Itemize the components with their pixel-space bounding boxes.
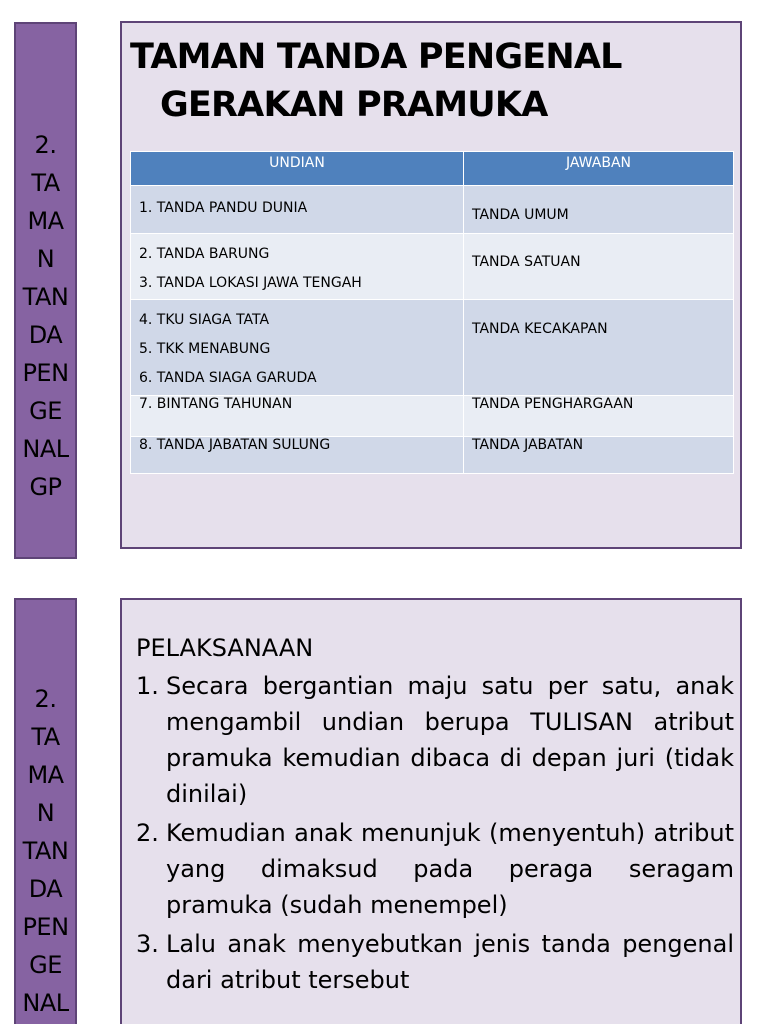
table-row — [131, 396, 734, 437]
undian-item: 3. TANDA LOKASI JAWA TENGAH — [139, 275, 362, 291]
side-label-line: TAN — [22, 283, 69, 311]
side-label-top — [14, 22, 77, 559]
jawaban-text: TANDA SATUAN — [472, 254, 581, 270]
side-label-line: TAN — [22, 837, 69, 865]
undian-cell — [131, 186, 464, 234]
list-item-number: 3. — [136, 930, 159, 958]
column-header-undian: UNDIAN — [131, 152, 464, 186]
pelaksanaan-heading: PELAKSANAAN — [136, 634, 314, 662]
list-item-text: Lalu anak menyebutkan jenis tanda pengenal dari atribut tersebut — [166, 930, 734, 994]
list-item — [136, 926, 734, 998]
undian-item: 4. TKU SIAGA TATA — [139, 312, 270, 328]
jawaban-cell: TANDA PENGHARGAAN — [464, 396, 734, 437]
undian-cell — [131, 234, 464, 300]
side-label-line: TA — [31, 169, 60, 197]
slide-title-line1: TAMAN TANDA PENGENAL — [130, 37, 622, 77]
side-label-line: TA — [31, 723, 60, 751]
list-item-number: 1. — [136, 672, 159, 700]
list-item-number: 2. — [136, 819, 159, 847]
jawaban-cell: TANDA JABATAN — [464, 437, 734, 474]
undian-item: 6. TANDA SIAGA GARUDA — [139, 370, 317, 386]
list-item — [136, 668, 734, 812]
side-label-line: GE — [29, 951, 62, 979]
side-label-line: MA — [27, 207, 64, 235]
list-item — [136, 815, 734, 923]
undian-cell — [131, 300, 464, 396]
undian-item: 5. TKK MENABUNG — [139, 341, 271, 357]
slide-title-line2: GERAKAN PRAMUKA — [160, 85, 548, 125]
table-header-row — [131, 152, 734, 186]
side-label-line: PEN — [22, 359, 69, 387]
table-row — [131, 186, 734, 234]
side-label-line: N — [36, 245, 55, 273]
side-label-bottom — [14, 598, 77, 1024]
side-label-line: MA — [27, 761, 64, 789]
side-label-line: GP — [29, 473, 62, 501]
side-label-line: 2. — [34, 131, 57, 159]
jawaban-cell — [464, 234, 734, 300]
slide-panel-bottom — [120, 598, 742, 1024]
column-header-jawaban: JAWABAN — [464, 152, 734, 186]
slide-title — [130, 33, 622, 129]
tanda-table — [130, 151, 734, 474]
side-label-line: PEN — [22, 913, 69, 941]
table-row — [131, 300, 734, 396]
slide-panel-top — [120, 21, 742, 549]
side-label-line: NAL — [22, 989, 69, 1017]
pelaksanaan-content — [136, 630, 734, 1001]
table-row — [131, 234, 734, 300]
undian-cell: 7. BINTANG TAHUNAN — [131, 396, 464, 437]
jawaban-cell — [464, 186, 734, 234]
table-row — [131, 437, 734, 474]
pelaksanaan-list — [136, 668, 734, 998]
jawaban-text: TANDA UMUM — [472, 207, 569, 223]
side-label-line: 2. — [34, 685, 57, 713]
undian-item: 1. TANDA PANDU DUNIA — [139, 200, 308, 216]
side-label-line: GE — [29, 397, 62, 425]
side-label-line: N — [36, 799, 55, 827]
list-item-text: Kemudian anak menunjuk (menyentuh) atribut yang dimaksud pada peraga seragam pramuka (sudah menempel) — [166, 819, 734, 919]
side-label-line: DA — [28, 875, 63, 903]
side-label-line: NAL — [22, 435, 69, 463]
list-item-text: Secara bergantian maju satu per satu, anak mengambil undian berupa TULISAN atribut pramuka kemudian dibaca di depan juri (tidak dinilai) — [166, 672, 734, 808]
undian-cell: 8. TANDA JABATAN SULUNG — [131, 437, 464, 474]
jawaban-cell — [464, 300, 734, 396]
jawaban-text: TANDA KECAKAPAN — [472, 321, 608, 337]
undian-item: 2. TANDA BARUNG — [139, 246, 270, 262]
side-label-line: DA — [28, 321, 63, 349]
